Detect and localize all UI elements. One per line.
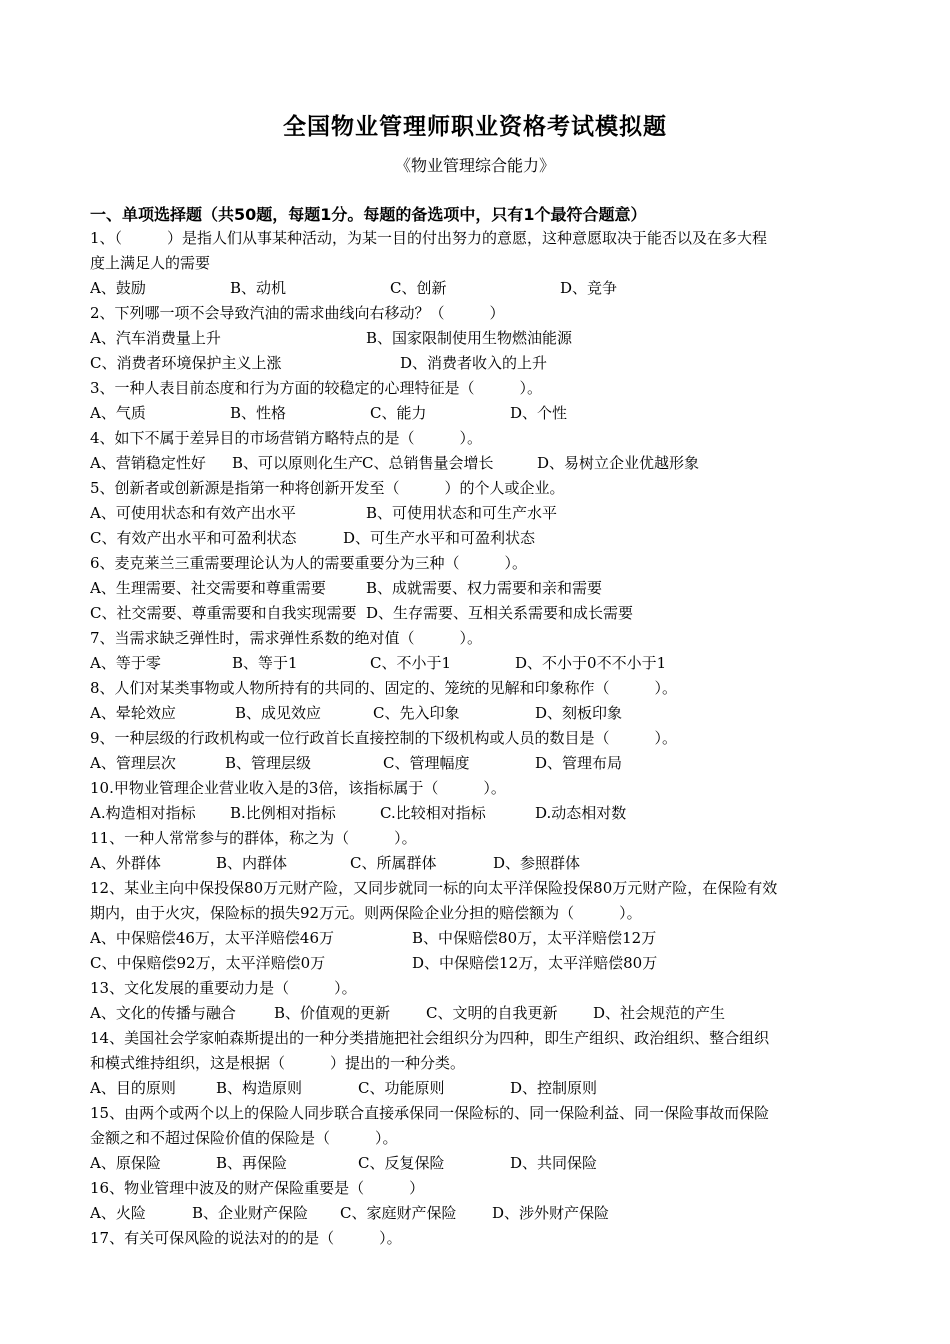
options-row [90,951,865,976]
answer-option: B、中保赔偿80万，太平洋赔偿12万 [412,929,657,947]
answer-option: D、共同保险 [510,1154,598,1172]
question-text: 12、某业主向中保投保80万元财产险，又同步就同一标的向太平洋保险投保80万元财产险，在保险有效 [90,879,778,897]
answer-option: D、消费者收入的上升 [400,354,548,372]
answer-option: C、管理幅度 [383,754,470,772]
answer-option: A、中保赔偿46万，太平洋赔偿46万 [90,929,335,947]
answer-option: C、先入印象 [373,704,460,722]
answer-option: B、价值观的更新 [274,1004,391,1022]
options-row [90,926,865,951]
answer-option: C、总销售量会增长 [362,454,494,472]
answer-option: D、涉外财产保险 [492,1204,610,1222]
options-row [90,501,865,526]
answer-option: B、可以原则化生产 [232,454,364,472]
answer-option: C、消费者环境保护主义上涨 [90,354,282,372]
answer-option: B、可使用状态和可生产水平 [366,504,558,522]
options-row [90,451,865,476]
options-row [90,751,865,776]
question-text: 1、（ ）是指人们从事某种活动，为某一目的付出努力的意愿，这种意愿取决于能否以及在多大程 [90,229,768,247]
answer-option: C、功能原则 [358,1079,445,1097]
answer-option: D、刻板印象 [535,704,623,722]
options-row [90,1001,865,1026]
section-heading: 一、单项选择题（共50题，每题1分。每题的备选项中，只有1个最符合题意） [90,205,647,224]
question-text: 14、美国社会学家帕森斯提出的一种分类措施把社会组织分为四种，即生产组织、政治组织、整合组织 [90,1029,770,1047]
question-text: 金额之和不超过保险价值的保险是（ ）。 [90,1129,398,1147]
question-text: 5、创新者或创新源是指第一种将创新开发至（ ）的个人或企业。 [90,479,565,497]
answer-option: D、社会规范的产生 [593,1004,726,1022]
options-row [90,526,865,551]
question-text: 9、一种层级的行政机构或一位行政首长直接控制的下级机构或人员的数目是（ ）。 [90,729,678,747]
options-row [90,601,865,626]
answer-option: D、参照群体 [493,854,581,872]
question-text: 4、如下不属于差异目的市场营销方略特点的是（ ）。 [90,429,483,447]
answer-option: A、可使用状态和有效产出水平 [90,504,296,522]
answer-option: B、动机 [230,279,287,297]
options-row [90,351,865,376]
answer-option: B、性格 [230,404,287,422]
answer-option: C、反复保险 [358,1154,445,1172]
answer-option: B、成就需要、权力需要和亲和需要 [366,579,603,597]
answer-option: C、社交需要、尊重需要和自我实现需要 [90,604,357,622]
answer-option: B、构造原则 [216,1079,303,1097]
answer-option: C、有效产出水平和可盈利状态 [90,529,297,547]
question-text: 10.甲物业管理企业营业收入是的3倍，该指标属于（ ）。 [90,779,506,797]
answer-option: A、外群体 [90,854,161,872]
options-row [90,1076,865,1101]
answer-option: C、中保赔偿92万，太平洋赔偿0万 [90,954,326,972]
answer-option: B、再保险 [216,1154,288,1172]
question-text: 度上满足人的需要 [90,254,211,272]
answer-option: D、易树立企业优越形象 [537,454,700,472]
options-row [90,701,865,726]
answer-option: A、目的原则 [90,1079,176,1097]
options-row [90,1201,865,1226]
options-row [90,801,865,826]
question-text: 11、一种人常常参与的群体，称之为（ ）。 [90,829,417,847]
question-text: 2、下列哪一项不会导致汽油的需求曲线向右移动？（ ） [90,304,505,322]
answer-option: D、可生产水平和可盈利状态 [343,529,536,547]
question-text: 3、一种人表目前态度和行为方面的较稳定的心理特征是（ ）。 [90,379,543,397]
answer-option: D、生存需要、互相关系需要和成长需要 [366,604,634,622]
question-text: 13、文化发展的重要动力是（ ）。 [90,979,357,997]
answer-option: B、成见效应 [235,704,322,722]
options-row [90,326,865,351]
question-text: 17、有关可保风险的说法对的的是（ ）。 [90,1229,402,1247]
answer-option: A、生理需要、社交需要和尊重需要 [90,579,326,597]
question-text: 6、麦克莱兰三重需要理论认为人的需要重要分为三种（ ）。 [90,554,528,572]
question-text: 7、当需求缺乏弹性时，需求弹性系数的绝对值（ ）。 [90,629,483,647]
question-text: 和模式维持组织，这是根据（ ）提出的一种分类。 [90,1054,466,1072]
answer-option: D、竞争 [560,279,618,297]
answer-option: D、不小于0不不小于1 [515,654,667,672]
answer-option: C、家庭财产保险 [340,1204,457,1222]
answer-option: A、鼓励 [90,279,146,297]
answer-option: D、中保赔偿12万，太平洋赔偿80万 [412,954,658,972]
answer-option: C.比较相对指标 [380,804,486,822]
options-row [90,401,865,426]
answer-option: B、国家限制使用生物燃油能源 [366,329,573,347]
answer-option: A、火险 [90,1204,146,1222]
answer-option: A、晕轮效应 [90,704,176,722]
answer-option: B、内群体 [216,854,288,872]
question-text: 16、物业管理中波及的财产保险重要是（ ） [90,1179,425,1197]
answer-option: C、能力 [370,404,427,422]
question-text: 8、人们对某类事物或人物所持有的共同的、固定的、笼统的见解和印象称作（ ）。 [90,679,678,697]
answer-option: C、创新 [390,279,447,297]
page-title: 全国物业管理师职业资格考试模拟题 [283,114,667,140]
page-subtitle: 《物业管理综合能力》 [394,156,555,175]
answer-option: A、汽车消费量上升 [90,329,221,347]
answer-option: A、营销稳定性好 [90,454,206,472]
answer-option: C、不小于1 [370,654,452,672]
question-list [90,226,865,1251]
answer-option: A、气质 [90,404,146,422]
answer-option: A、管理层次 [90,754,176,772]
question-text: 15、由两个或两个以上的保险人同步联合直接承保同一保险标的、同一保险利益、同一保险事故而保险 [90,1104,770,1122]
options-row [90,851,865,876]
answer-option: C、文明的自我更新 [426,1004,558,1022]
answer-option: B、等于1 [232,654,298,672]
question-text: 期内，由于火灾，保险标的损失92万元。则两保险企业分担的赔偿额为（ ）。 [90,904,642,922]
answer-option: B、企业财产保险 [192,1204,309,1222]
answer-option: A、原保险 [90,1154,161,1172]
answer-option: A.构造相对指标 [90,804,196,822]
options-row [90,1151,865,1176]
answer-option: D、个性 [510,404,568,422]
answer-option: D.动态相对数 [535,804,627,822]
answer-option: C、所属群体 [350,854,437,872]
answer-option: B、管理层级 [225,754,312,772]
answer-option: A、等于零 [90,654,161,672]
answer-option: D、控制原则 [510,1079,598,1097]
answer-option: B.比例相对指标 [230,804,336,822]
options-row [90,576,865,601]
answer-option: D、管理布局 [535,754,623,772]
options-row [90,276,865,301]
answer-option: A、文化的传播与融合 [90,1004,236,1022]
options-row [90,651,865,676]
